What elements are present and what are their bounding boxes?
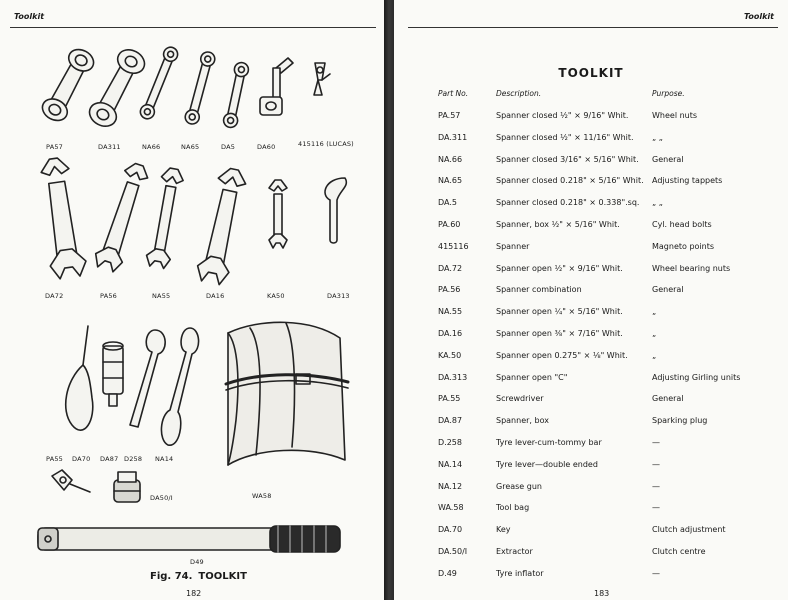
screwdriver-pa55-icon [66, 326, 93, 430]
part-number: DA.16 [438, 329, 463, 338]
label-da5: DA5 [221, 143, 236, 151]
table-row [394, 416, 788, 432]
right-page [394, 0, 788, 600]
purpose: „ „ [652, 132, 663, 142]
part-number: PA.55 [438, 394, 461, 404]
label-da311: DA311 [98, 143, 121, 151]
part-number: D.49 [438, 568, 457, 578]
spanner-na66-icon [138, 45, 179, 121]
description: Spanner [496, 241, 530, 251]
purpose: — [652, 568, 660, 578]
part-number: NA.65 [438, 176, 463, 186]
description: Spanner open ¼" × 5/16" Whit. [496, 307, 623, 317]
header-rule [408, 27, 778, 28]
label-d49: D49 [190, 558, 204, 566]
description: Spanner open "C" [496, 372, 568, 382]
description: Extractor [496, 547, 533, 556]
description: Spanner open 0.275" × ⅛" Whit. [496, 350, 628, 360]
description: Spanner open ½" × 9/16" Whit. [496, 263, 623, 273]
part-number: D.258 [438, 438, 462, 447]
description: Tool bag [496, 503, 530, 513]
toolkit-illustration [0, 0, 384, 600]
description: Tyre lever-cum-tommy bar [496, 438, 602, 447]
part-number: 415116 [438, 241, 469, 251]
c-spanner-da313-icon [325, 178, 346, 243]
label-wa58: WA58 [252, 492, 272, 500]
table-row [394, 394, 788, 410]
label-na55: NA55 [152, 292, 171, 300]
label-415116: 415116 (LUCAS) [298, 140, 354, 148]
part-number: PA.56 [438, 285, 461, 295]
part-number: PA.57 [438, 111, 461, 120]
column-header-part: Part No. [438, 89, 469, 98]
description: Spanner closed 0.218" × 0.338".sq. [496, 198, 640, 208]
tyre-inflator-d49-icon [38, 526, 340, 552]
description: Spanner, box ½" × 5/16" Whit. [496, 220, 620, 229]
purpose: Wheel bearing nuts [652, 263, 731, 273]
spanner-da5-icon [222, 61, 249, 128]
part-number: DA.311 [438, 132, 468, 142]
table-row [394, 307, 788, 323]
part-number: DA.313 [438, 372, 468, 382]
column-header-purpose: Purpose. [652, 89, 685, 98]
purpose: Sparking plug [652, 416, 708, 426]
page-number: 183 [594, 589, 610, 598]
part-number: KA.50 [438, 350, 462, 360]
spanner-pa57-icon [39, 45, 98, 124]
part-number: DA.5 [438, 198, 457, 208]
purpose: Adjusting tappets [652, 176, 723, 186]
extractor-da50-icon [114, 472, 140, 502]
box-spanner-pa60-icon [260, 58, 293, 115]
key-da70-icon [52, 470, 90, 492]
label-na14: NA14 [155, 455, 174, 463]
description: Spanner combination [496, 285, 582, 295]
figure-number: Fig. 74. [150, 571, 193, 582]
description: Key [496, 525, 511, 535]
part-number: DA.72 [438, 263, 463, 273]
table-row [394, 503, 788, 519]
purpose: Clutch adjustment [652, 525, 726, 535]
table-row [394, 111, 788, 127]
part-number: DA.87 [438, 416, 463, 426]
description: Spanner closed 0.218" × 5/16" Whit. [496, 176, 644, 186]
purpose: — [652, 503, 660, 513]
purpose: „ „ [652, 198, 663, 208]
description: Tyre lever—double ended [496, 459, 598, 469]
spanner-da311-icon [85, 45, 148, 131]
table-row [394, 525, 788, 541]
purpose: — [652, 481, 660, 491]
description: Screwdriver [496, 394, 544, 404]
label-da72: DA72 [45, 292, 64, 300]
part-number: DA.50/I [438, 547, 468, 556]
spanner-na65-icon [184, 50, 217, 125]
purpose: Cyl. head bolts [652, 220, 712, 229]
label-pa56: PA56 [100, 292, 118, 300]
spanner-pa56-icon [92, 160, 153, 273]
purpose: — [652, 459, 660, 469]
purpose: „ [652, 350, 657, 360]
table-row [394, 329, 788, 345]
label-pa57: PA57 [46, 143, 64, 151]
figure-caption [150, 571, 253, 582]
table-row [394, 264, 788, 280]
spanner-415116-icon [314, 63, 330, 95]
label-da60: DA60 [257, 143, 276, 151]
page-title: TOOLKIT [558, 66, 624, 80]
purpose: „ [652, 329, 657, 338]
column-header-description: Description. [496, 89, 542, 98]
table-row [394, 373, 788, 389]
purpose: Clutch centre [652, 547, 706, 556]
part-number: NA.55 [438, 307, 463, 317]
purpose: General [652, 154, 684, 164]
table-row [394, 198, 788, 214]
table-row [394, 285, 788, 301]
spanner-da72-icon [36, 156, 88, 280]
description: Spanner closed ½" × 11/16" Whit. [496, 132, 634, 142]
purpose: Adjusting Girling units [652, 372, 741, 382]
label-da313: DA313 [327, 292, 350, 300]
table-row [394, 482, 788, 498]
description: Grease gun [496, 481, 542, 491]
table-row [394, 155, 788, 171]
table-row [394, 460, 788, 476]
tyre-lever-na14-icon [161, 328, 198, 445]
table-row [394, 242, 788, 258]
plug-spanner-da87-icon [103, 342, 123, 406]
running-head: Toolkit [743, 12, 774, 21]
description: Spanner, box [496, 416, 549, 426]
description: Spanner closed ½" × 9/16" Whit. [496, 111, 629, 120]
label-na65: NA65 [181, 143, 200, 151]
tyre-lever-d258-icon [130, 330, 165, 427]
part-number: WA.58 [438, 503, 464, 513]
description: Tyre inflator [496, 568, 544, 578]
table-row [394, 351, 788, 367]
figure-title: TOOLKIT [198, 571, 247, 582]
table-row [394, 133, 788, 149]
purpose: General [652, 394, 684, 404]
purpose: „ [652, 307, 657, 317]
label-ka50: KA50 [267, 292, 285, 300]
spanner-ka50-icon [269, 180, 287, 248]
purpose: General [652, 285, 684, 295]
description: Spanner closed 3/16" × 5/16" Whit. [496, 154, 639, 164]
left-page [0, 0, 384, 600]
table-row [394, 569, 788, 585]
label-da50: DA50/I [150, 494, 173, 502]
part-number: DA.70 [438, 525, 463, 535]
label-na66: NA66 [142, 143, 161, 151]
part-number: NA.14 [438, 459, 463, 469]
part-number: NA.66 [438, 154, 463, 164]
purpose: — [652, 438, 660, 447]
purpose: Magneto points [652, 241, 715, 251]
label-da87: DA87 [100, 455, 119, 463]
spanner-da16-icon [195, 166, 250, 286]
spanner-na55-icon [145, 167, 186, 270]
page-number: 182 [186, 589, 202, 598]
part-number: NA.12 [438, 481, 463, 491]
label-d258: D258 [124, 455, 143, 463]
running-head: Toolkit [14, 12, 45, 21]
table-row [394, 547, 788, 563]
part-number: PA.60 [438, 220, 461, 229]
table-row [394, 176, 788, 192]
table-row [394, 438, 788, 454]
label-da70: DA70 [72, 455, 91, 463]
purpose: Wheel nuts [652, 111, 698, 120]
label-pa55: PA55 [46, 455, 64, 463]
table-row [394, 220, 788, 236]
book-gutter [384, 0, 394, 600]
tool-bag-wa58-icon [226, 322, 348, 465]
label-da16: DA16 [206, 292, 225, 300]
description: Spanner open ⅜" × 7/16" Whit. [496, 329, 623, 338]
